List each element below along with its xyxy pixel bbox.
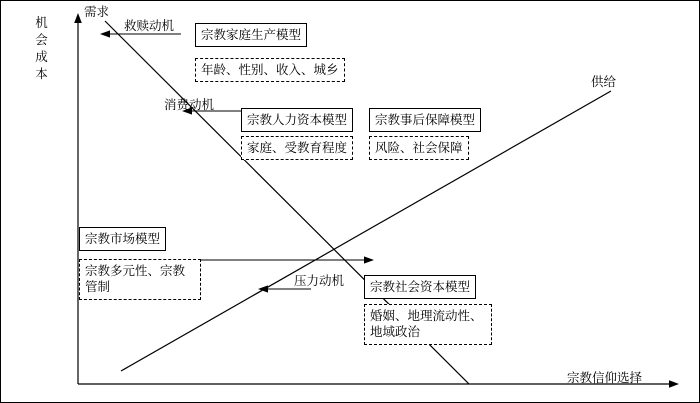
model-title-religious-market: 宗教市场模型 [79,227,166,251]
y-axis-label: 机会成本 [35,15,48,81]
y-axis-arrowhead [74,13,82,23]
model-title-social-capital: 宗教社会资本模型 [364,275,476,299]
x-axis-label: 宗教信仰选择 [567,370,643,385]
motive-label-salvation: 救赎动机 [124,18,175,33]
motive-label-pressure: 压力动机 [294,273,345,288]
arrow-salvation-motive-head [100,30,110,37]
motive-label-consumption: 消费动机 [164,97,215,112]
supply-curve-label: 供给 [591,74,617,89]
model-variables-social-capital: 婚姻、地理流动性、地域政治 [364,304,492,345]
model-title-ex-post-insurance: 宗教事后保障模型 [369,108,481,132]
axes-and-curves [1,1,700,403]
model-variables-religious-market: 宗教多元性、宗教管制 [79,259,201,300]
arrow-market-model-head [364,256,374,263]
demand-curve-label: 需求 [84,4,110,19]
x-axis-arrowhead [669,380,679,388]
model-variables-ex-post-insurance: 风险、社会保障 [369,136,469,160]
model-title-human-capital: 宗教人力资本模型 [241,108,353,132]
model-variables-human-capital: 家庭、受教育程度 [241,136,353,160]
model-variables-household-production: 年龄、性别、收入、城乡 [195,58,345,82]
model-title-household-production: 宗教家庭生产模型 [195,23,307,47]
